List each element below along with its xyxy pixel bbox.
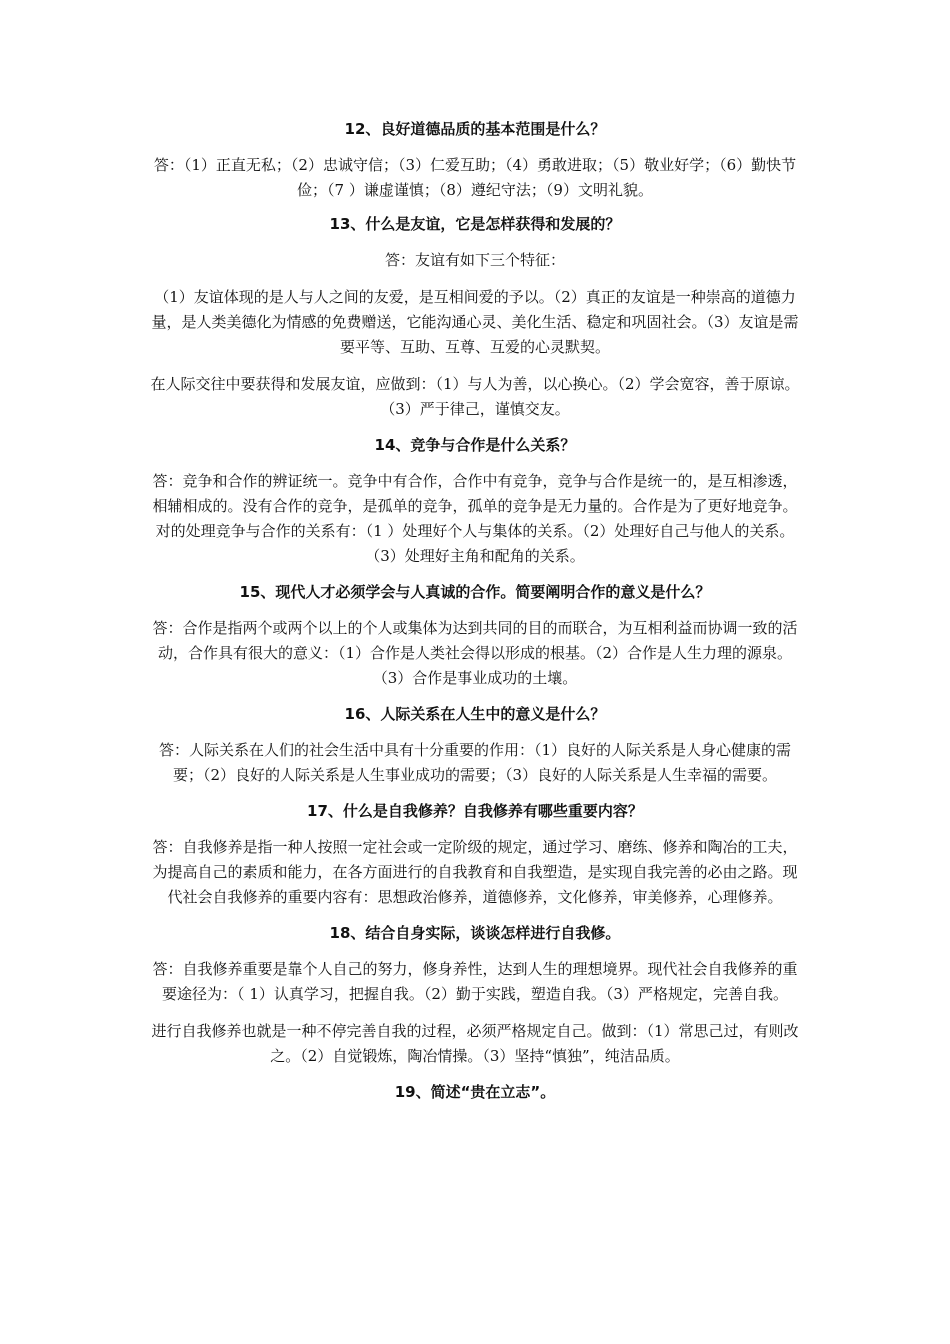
- answer-15: 答：合作是指两个或两个以上的个人或集体为达到共同的目的而联合，为互相利益而协调一致的活动，合作具有很大的意义：（1）合作是人类社会得以形成的根基。（2）合作是人生力理的源泉。（3）合作是事业成功的土壤。: [152, 619, 798, 687]
- question-13-heading: 13、什么是友谊，它是怎样获得和发展的？: [329, 215, 621, 233]
- answer-14: 答：竞争和合作的辨证统一。竞争中有合作，合作中有竞争，竞争与合作是统一的，是互相渗透，相辅相成的。没有合作的竞争，是孤单的竞争，孤单的竞争是无力量的。合作是为了更好地竞争。对的处理竞争与合作的关系有：（1 ）处理好个人与集体的关系。（2）处理好自己与他人的关系。（3）处理好主角和配角的关系。: [152, 472, 798, 565]
- question-12-heading: 12、良好道德品质的基本范围是什么？: [344, 120, 606, 138]
- answer-18-paragraph-1: 答：自我修养重要是靠个人自己的努力，修身养性，达到人生的理想境界。现代社会自我修养的重要途径为：（ 1）认真学习，把握自我。（2）勤于实践，塑造自我。（3）严格规定，完善自我。: [152, 960, 798, 1003]
- answer-13-methods: 在人际交往中要获得和发展友谊，应做到：（1）与人为善，以心换心。（2）学会宽容，善于原谅。（3）严于律己，谨慎交友。: [150, 375, 800, 418]
- answer-12: 答：（1）正直无私；（2）忠诚守信；（3）仁爱互助；（4）勇敢进取；（5）敬业好学；（6）勤快节俭；（7 ）谦虚谨慎；（8）遵纪守法；（9）文明礼貌。: [153, 156, 797, 199]
- question-15-heading: 15、现代人才必须学会与人真诚的合作。简要阐明合作的意义是什么？: [239, 583, 711, 601]
- document-page: [146, 118, 804, 1116]
- question-14-heading: 14、竞争与合作是什么关系？: [374, 436, 576, 454]
- answer-13-features: （1）友谊体现的是人与人之间的友爱，是互相间爱的予以。（2）真正的友谊是一种崇高的道德力量，是人类美德化为情感的免费赠送，它能沟通心灵、美化生活、稳定和巩固社会。（3）友谊是需要平等、互助、互尊、互爱的心灵默契。: [151, 288, 799, 356]
- answer-16: 答：人际关系在人们的社会生活中具有十分重要的作用：（1）良好的人际关系是人身心健康的需要；（2）良好的人际关系是人生事业成功的需要；（3）良好的人际关系是人生幸福的需要。: [158, 741, 792, 784]
- question-18-heading: 18、结合自身实际，谈谈怎样进行自我修。: [329, 924, 621, 942]
- answer-17: 答：自我修养是指一种人按照一定社会或一定阶级的规定，通过学习、磨练、修养和陶冶的工夫，为提高自己的素质和能力，在各方面进行的自我教育和自我塑造，是实现自我完善的必由之路。现代社会自我修养的重要内容有：思想政治修养，道德修养，文化修养，审美修养，心理修养。: [152, 838, 798, 906]
- question-16-heading: 16、人际关系在人生中的意义是什么？: [344, 705, 606, 723]
- question-19-heading: 19、简述“贵在立志”。: [394, 1083, 556, 1101]
- question-17-heading: 17、什么是自我修养？自我修养有哪些重要内容？: [307, 802, 643, 820]
- answer-13-intro: 答：友谊有如下三个特征：: [384, 251, 565, 269]
- answer-18-paragraph-2: 进行自我修养也就是一种不停完善自我的过程，必须严格规定自己。做到：（1）常思己过，有则改之。（2）自觉锻炼，陶冶情操。（3）坚持“慎独”，纯洁品质。: [151, 1022, 799, 1065]
